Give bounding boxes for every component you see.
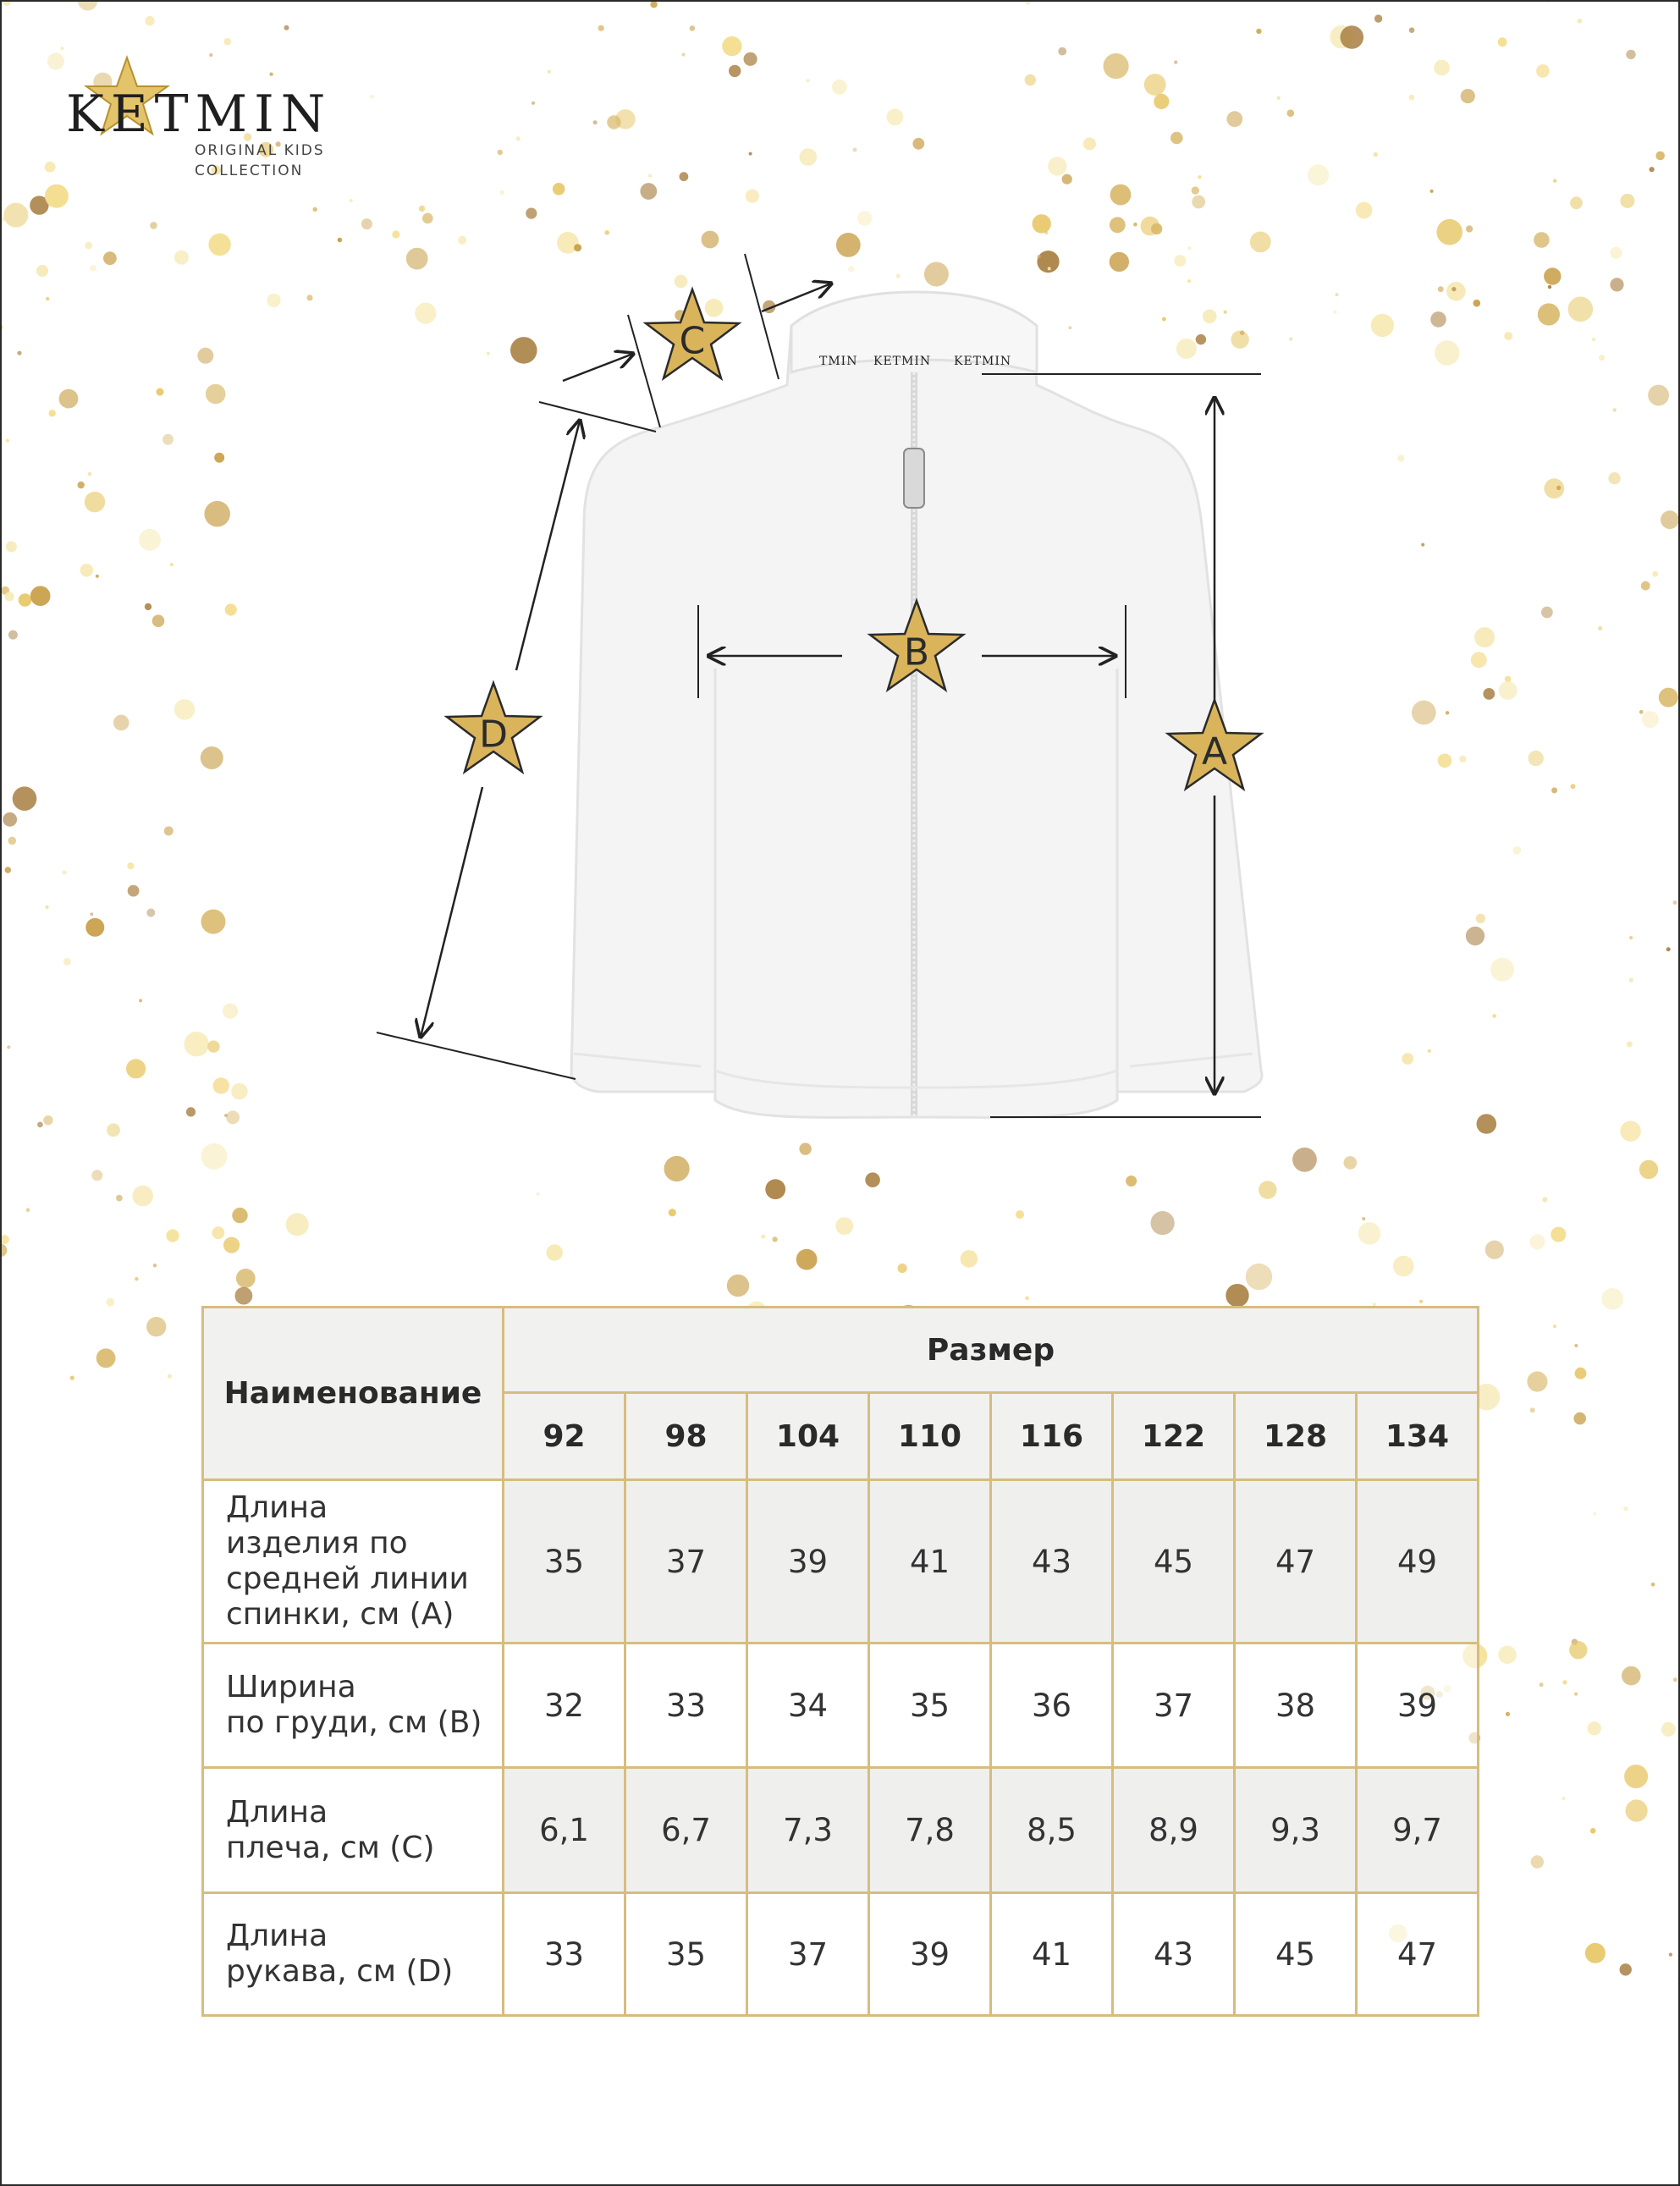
value-cell: 41 <box>991 1893 1113 2016</box>
value-cell: 37 <box>747 1893 869 2016</box>
size-cell: 122 <box>1113 1393 1235 1480</box>
size-cell: 92 <box>504 1393 625 1480</box>
brand-tagline-1: ORIGINAL KIDS <box>195 142 325 159</box>
value-cell: 43 <box>991 1480 1113 1644</box>
value-cell: 39 <box>747 1480 869 1644</box>
marker-b-label: B <box>903 630 930 675</box>
collar-print-2: KETMIN <box>873 355 932 368</box>
row-label: Длина плеча, см (С) <box>203 1768 504 1893</box>
value-cell: 39 <box>1357 1644 1479 1768</box>
brand-tagline-2: COLLECTION <box>195 162 304 179</box>
row-label: Длина рукава, см (D) <box>203 1893 504 2016</box>
value-cell: 35 <box>869 1644 991 1768</box>
marker-d-label: D <box>479 713 508 757</box>
value-cell: 35 <box>625 1893 747 2016</box>
size-cell: 116 <box>991 1393 1113 1480</box>
value-cell: 6,1 <box>504 1768 625 1893</box>
value-cell: 35 <box>504 1480 625 1644</box>
size-cell: 104 <box>747 1393 869 1480</box>
size-cell: 134 <box>1357 1393 1479 1480</box>
size-cell: 110 <box>869 1393 991 1480</box>
row-label: Длина изделия по средней линии спинки, см (А) <box>203 1480 504 1644</box>
marker-a-label: A <box>1201 730 1228 774</box>
value-cell: 6,7 <box>625 1768 747 1893</box>
value-cell: 9,3 <box>1235 1768 1357 1893</box>
value-cell: 33 <box>504 1893 625 2016</box>
collar-print-1: TMIN <box>819 355 858 368</box>
value-cell: 49 <box>1357 1480 1479 1644</box>
value-cell: 34 <box>747 1644 869 1768</box>
value-cell: 7,3 <box>747 1768 869 1893</box>
size-header: Размер <box>504 1308 1479 1393</box>
value-cell: 41 <box>869 1480 991 1644</box>
marker-c-label: C <box>679 319 706 363</box>
value-cell: 39 <box>869 1893 991 2016</box>
collar-print-3: KETMIN <box>954 355 1012 368</box>
value-cell: 36 <box>991 1644 1113 1768</box>
value-cell: 8,5 <box>991 1768 1113 1893</box>
value-cell: 45 <box>1235 1893 1357 2016</box>
value-cell: 43 <box>1113 1893 1235 2016</box>
value-cell: 37 <box>625 1480 747 1644</box>
value-cell: 8,9 <box>1113 1768 1235 1893</box>
value-cell: 47 <box>1357 1893 1479 2016</box>
value-cell: 38 <box>1235 1644 1357 1768</box>
value-cell: 47 <box>1235 1480 1357 1644</box>
value-cell: 9,7 <box>1357 1768 1479 1893</box>
row-label: Ширина по груди, см (В) <box>203 1644 504 1768</box>
brand-name: KETMIN <box>66 85 333 144</box>
value-cell: 33 <box>625 1644 747 1768</box>
name-header: Наименование <box>203 1308 504 1480</box>
value-cell: 7,8 <box>869 1768 991 1893</box>
value-cell: 37 <box>1113 1644 1235 1768</box>
size-cell: 98 <box>625 1393 747 1480</box>
size-cell: 128 <box>1235 1393 1357 1480</box>
value-cell: 45 <box>1113 1480 1235 1644</box>
value-cell: 32 <box>504 1644 625 1768</box>
